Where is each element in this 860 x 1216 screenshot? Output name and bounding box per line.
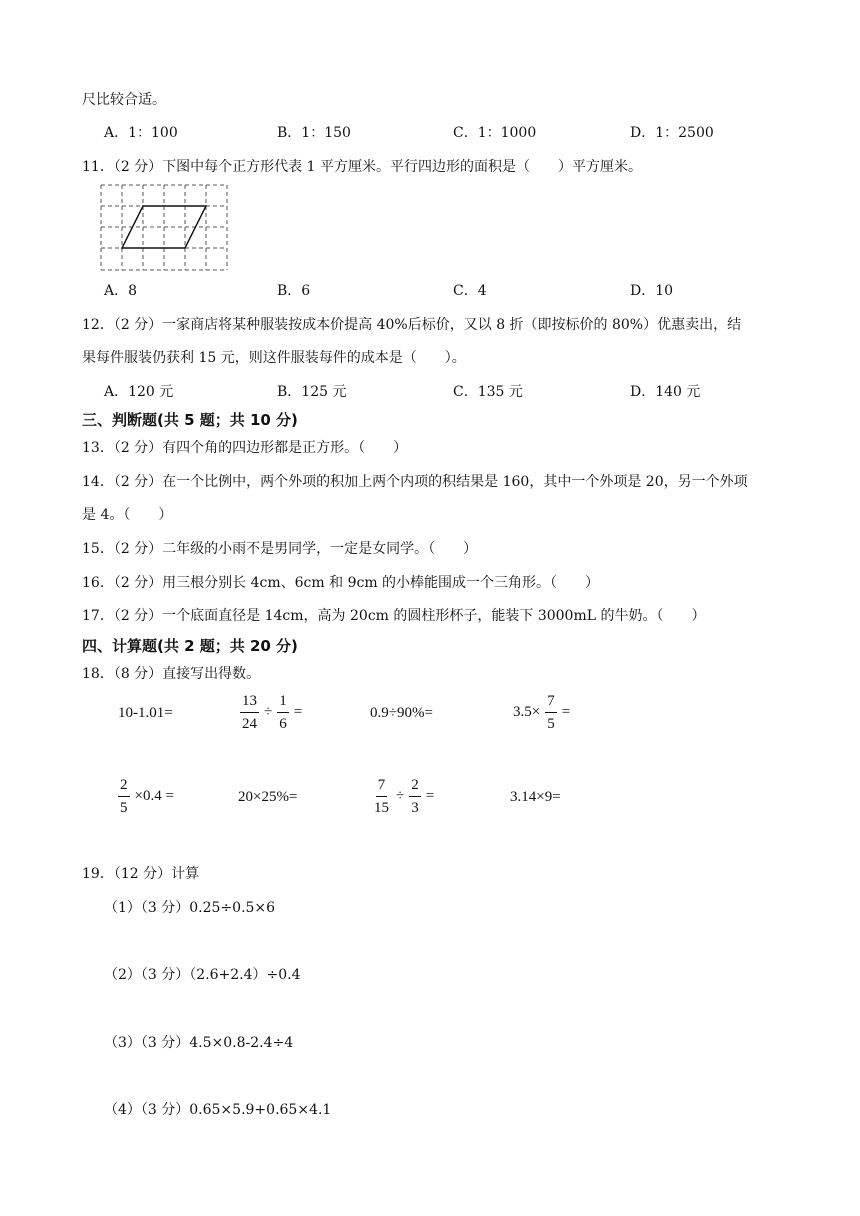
- calc-item-4: 3.5× $\frac{7}{5}$ =: [513, 693, 571, 732]
- q10-option-b: B．1：150: [277, 125, 351, 141]
- question-19: 19．（12 分）计算: [82, 866, 200, 882]
- section-heading-judgement: 三、判断题(共 5 题；共 10 分): [82, 411, 298, 429]
- question-13: 13．（2 分）有四个角的四边形都是正方形。（ ）: [82, 440, 408, 456]
- q12-option-a: A．120 元: [104, 384, 174, 400]
- q10-option-d: D．1：2500: [630, 125, 714, 141]
- calc-item-2: $\frac{13}{24}$ ÷ $\frac{1}{6}$ =: [242, 693, 303, 732]
- calc-item-6: 20×25%=: [238, 789, 298, 805]
- grid-parallelogram-figure: [100, 184, 228, 272]
- question-16: 16．（2 分）用三根分别长 4cm、6cm 和 9cm 的小棒能围成一个三角形。（ ）: [82, 575, 600, 591]
- q11-option-b: B．6: [277, 283, 311, 299]
- calc-item-5: $\frac{2}{5}$ ×0.4 =: [120, 777, 174, 816]
- q11-option-c: C．4: [453, 283, 487, 299]
- q12-option-b: B．125 元: [277, 384, 347, 400]
- q11-option-d: D．10: [630, 283, 674, 299]
- question-14-line2: 是 4。（ ）: [82, 507, 173, 523]
- section-heading-calculation: 四、计算题(共 2 题；共 20 分): [82, 637, 298, 655]
- question-11: 11．（2 分）下图中每个正方形代表 1 平方厘米。平行四边形的面积是（ ）平方厘米。: [82, 159, 642, 175]
- q19-part-3: （3）（3 分）4.5×0.8-2.4÷4: [104, 1035, 294, 1051]
- question-12-line1: 12．（2 分）一家商店将某种服装按成本价提高 40%后标价，又以 8 折（即按标价的 80%）优惠卖出，结: [82, 317, 742, 333]
- question-10-tail: 尺比较合适。: [82, 92, 166, 108]
- calc-item-3: 0.9÷90%=: [370, 705, 433, 721]
- calc-item-1: 10-1.01=: [118, 705, 173, 721]
- question-14-line1: 14．（2 分）在一个比例中，两个外项的积加上两个内项的积结果是 160，其中一个外项是 20，另一个外项: [82, 474, 748, 490]
- question-12-line2: 果每件服装仍获利 15 元，则这件服装每件的成本是（ ）。: [82, 350, 466, 366]
- calc-item-8: 3.14×9=: [510, 789, 561, 805]
- q19-part-1: （1）（3 分）0.25÷0.5×6: [104, 900, 276, 916]
- question-17: 17．（2 分）一个底面直径是 14cm，高为 20cm 的圆柱形杯子，能装下 3000mL 的牛奶。（ ）: [82, 608, 706, 624]
- q11-option-a: A．8: [104, 283, 138, 299]
- q10-option-a: A．1：100: [104, 125, 178, 141]
- question-15: 15．（2 分）二年级的小雨不是男同学，一定是女同学。（ ）: [82, 541, 478, 557]
- q12-option-d: D．140 元: [630, 384, 701, 400]
- q10-option-c: C．1：1000: [453, 125, 537, 141]
- q12-option-c: C．135 元: [453, 384, 523, 400]
- q19-part-4: （4）（3 分）0.65×5.9+0.65×4.1: [104, 1102, 332, 1118]
- q19-part-2: （2）（3 分）（2.6+2.4）÷0.4: [104, 967, 301, 983]
- question-18: 18．（8 分）直接写出得数。: [82, 666, 261, 682]
- calc-item-7: $\frac{7}{15}$ ÷ $\frac{2}{3}$ =: [374, 777, 435, 816]
